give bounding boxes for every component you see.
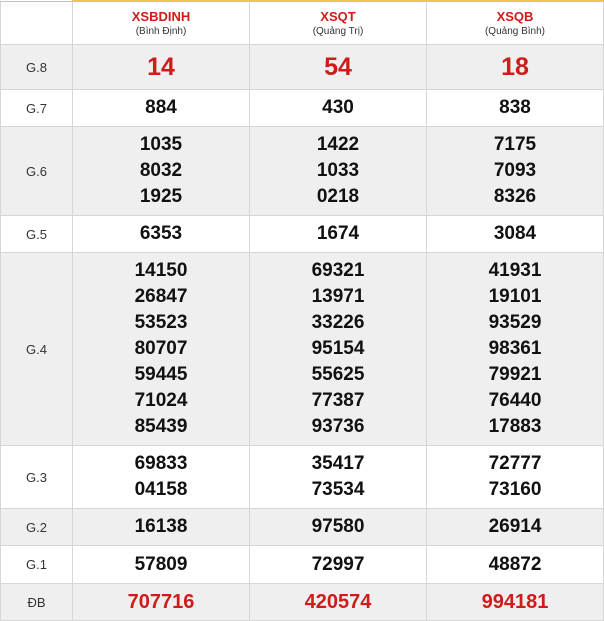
prize-cell	[427, 216, 604, 253]
prize-number: 69833	[134, 453, 188, 474]
prize-label: G.4	[1, 253, 73, 446]
prize-number: 33226	[311, 312, 365, 333]
prize-cell	[250, 509, 427, 546]
prize-number: 41931	[488, 260, 542, 281]
prize-cell	[250, 216, 427, 253]
prize-row-g8	[1, 45, 604, 90]
prize-cell	[427, 127, 604, 216]
prize-cell	[427, 90, 604, 127]
prize-cell	[427, 446, 604, 509]
prize-cell	[73, 90, 250, 127]
prize-number: 7175	[493, 134, 537, 155]
prize-number: 72997	[311, 553, 365, 575]
prize-cell	[427, 253, 604, 446]
prize-number: 79921	[488, 364, 542, 385]
prize-cell	[250, 546, 427, 584]
prize-number: 1422	[316, 134, 360, 155]
province-region: (Bình Định)	[135, 25, 187, 37]
prize-number: 838	[499, 97, 531, 118]
prize-number: 35417	[311, 453, 365, 474]
prize-number: 430	[322, 97, 354, 118]
prize-number: 73160	[488, 479, 542, 500]
prize-row-g6	[1, 127, 604, 216]
prize-number: 54	[324, 53, 352, 81]
prize-cell	[427, 45, 604, 90]
prize-row-g1	[1, 546, 604, 584]
special-prize-number: 420574	[304, 591, 372, 613]
prize-row-g2	[1, 509, 604, 546]
prize-cell	[250, 90, 427, 127]
prize-cell	[73, 253, 250, 446]
prize-cell	[427, 509, 604, 546]
prize-number: 59445	[134, 364, 188, 385]
prize-number: 6353	[139, 223, 183, 244]
prize-cell	[250, 45, 427, 90]
prize-number: 16138	[134, 516, 188, 537]
prize-cell	[250, 446, 427, 509]
prize-number: 85439	[134, 416, 188, 437]
prize-number: 13971	[311, 286, 365, 307]
prize-number: 80707	[134, 338, 188, 359]
prize-label: G.8	[1, 45, 73, 90]
prize-cell	[427, 546, 604, 584]
prize-label: G.5	[1, 216, 73, 253]
prize-number: 8326	[493, 186, 537, 207]
prize-number: 57809	[134, 553, 188, 575]
prize-number: 55625	[311, 364, 365, 385]
prize-number: 95154	[311, 338, 365, 359]
prize-cell	[427, 584, 604, 621]
province-region: (Quảng Bình)	[484, 25, 546, 37]
prize-number: 72777	[488, 453, 542, 474]
prize-cell	[250, 253, 427, 446]
prize-cell	[73, 127, 250, 216]
prize-number: 76440	[488, 390, 542, 411]
prize-number: 8032	[139, 160, 183, 181]
prize-cell	[250, 127, 427, 216]
prize-row-g7	[1, 90, 604, 127]
prize-number: 18	[501, 53, 529, 81]
prize-number: 0218	[316, 186, 360, 207]
special-prize-number: 994181	[481, 591, 549, 613]
prize-label: G.2	[1, 509, 73, 546]
province-code[interactable]: XSQB	[496, 8, 534, 24]
prize-number: 19101	[488, 286, 542, 307]
province-header-quang-binh	[427, 1, 604, 45]
prize-cell	[250, 584, 427, 621]
province-code[interactable]: XSQT	[320, 8, 356, 24]
prize-row-g5	[1, 216, 604, 253]
prize-number: 73534	[311, 479, 365, 500]
prize-number: 48872	[488, 553, 542, 575]
prize-number: 04158	[134, 479, 188, 500]
prize-number: 69321	[311, 260, 365, 281]
prize-cell	[73, 584, 250, 621]
province-header-quang-tri	[250, 1, 427, 45]
prize-row-g3	[1, 446, 604, 509]
prize-cell	[73, 546, 250, 584]
prize-number: 71024	[134, 390, 188, 411]
prize-number: 97580	[311, 516, 365, 537]
province-region: (Quảng Trị)	[312, 25, 364, 37]
prize-label: ĐB	[1, 584, 73, 621]
special-prize-number: 707716	[127, 591, 195, 613]
prize-row-g4	[1, 253, 604, 446]
prize-number: 1035	[139, 134, 183, 155]
prize-number: 7093	[493, 160, 537, 181]
prize-number: 53523	[134, 312, 188, 333]
prize-number: 26914	[488, 516, 542, 537]
province-code[interactable]: XSBDINH	[131, 8, 191, 24]
prize-number: 1674	[316, 223, 360, 244]
prize-label: G.7	[1, 90, 73, 127]
prize-cell	[73, 509, 250, 546]
prize-number: 26847	[134, 286, 188, 307]
prize-number: 884	[145, 97, 177, 118]
prize-label: G.1	[1, 546, 73, 584]
prize-number: 1033	[316, 160, 360, 181]
prize-label: G.3	[1, 446, 73, 509]
prize-number: 14150	[134, 260, 188, 281]
prize-cell	[73, 45, 250, 90]
header-corner-cell	[1, 1, 73, 45]
prize-number: 14	[147, 53, 175, 81]
prize-number: 93736	[311, 416, 365, 437]
province-header-row	[1, 1, 604, 45]
prize-cell	[73, 446, 250, 509]
prize-row-special	[1, 584, 604, 621]
prize-label: G.6	[1, 127, 73, 216]
prize-number: 98361	[488, 338, 542, 359]
prize-number: 1925	[139, 186, 183, 207]
prize-number: 17883	[488, 416, 542, 437]
province-header-binh-dinh	[73, 1, 250, 45]
prize-cell	[73, 216, 250, 253]
prize-number: 77387	[311, 390, 365, 411]
prize-number: 93529	[488, 312, 542, 333]
prize-number: 3084	[493, 223, 537, 244]
